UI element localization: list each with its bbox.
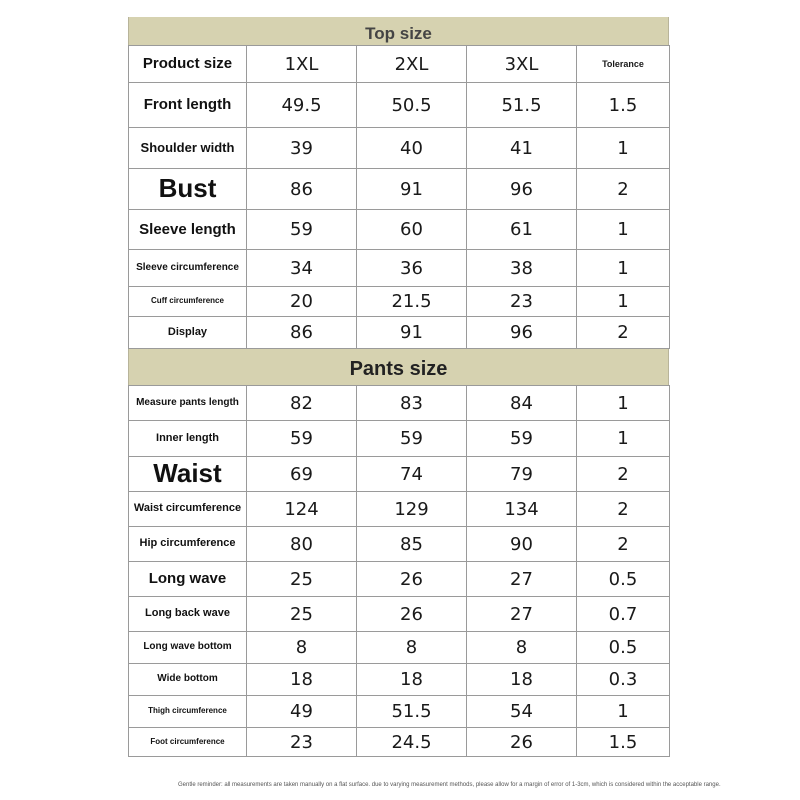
cell-3xl: 8 xyxy=(467,632,577,664)
cell-3xl: 134 xyxy=(467,492,577,527)
cell-1xl: 49 xyxy=(247,696,357,728)
cell-1xl: 25 xyxy=(247,597,357,632)
cell-2xl: 51.5 xyxy=(357,696,467,728)
cell-3xl: 26 xyxy=(467,728,577,757)
cell-tolerance: 1 xyxy=(577,250,670,287)
pants-size-table xyxy=(128,385,670,757)
cell-tolerance: 2 xyxy=(577,457,670,492)
cell-2xl: 74 xyxy=(357,457,467,492)
table-row xyxy=(129,696,670,728)
top-header-row xyxy=(129,46,670,83)
cell-3xl: 23 xyxy=(467,287,577,317)
cell-tolerance: 2 xyxy=(577,492,670,527)
table-row xyxy=(129,421,670,457)
table-row xyxy=(129,317,670,349)
cell-2xl: 40 xyxy=(357,128,467,169)
cell-tolerance: 1.5 xyxy=(577,83,670,128)
cell-2xl: 85 xyxy=(357,527,467,562)
size-3xl-header: 3XL xyxy=(467,46,577,83)
cell-3xl: 79 xyxy=(467,457,577,492)
cell-1xl: 39 xyxy=(247,128,357,169)
cell-1xl: 86 xyxy=(247,169,357,210)
size-2xl-header: 2XL xyxy=(357,46,467,83)
table-row xyxy=(129,457,670,492)
cell-tolerance: 2 xyxy=(577,527,670,562)
cell-3xl: 27 xyxy=(467,597,577,632)
cell-3xl: 61 xyxy=(467,210,577,250)
cell-tolerance: 1 xyxy=(577,210,670,250)
table-row xyxy=(129,386,670,421)
cell-1xl: 49.5 xyxy=(247,83,357,128)
cell-1xl: 34 xyxy=(247,250,357,287)
table-row xyxy=(129,562,670,597)
top-size-table xyxy=(128,45,670,349)
cell-tolerance: 1 xyxy=(577,696,670,728)
cell-tolerance: 0.5 xyxy=(577,562,670,597)
cell-1xl: 59 xyxy=(247,210,357,250)
gentle-reminder-footnote: Gentle reminder: all measurements are taken manually on a flat surface. due to varying measurement methods, please allow for a margin of error of 1-3cm, which is considered within the acceptable range. xyxy=(178,782,721,788)
pants-size-title: Pants size xyxy=(128,349,669,385)
cell-2xl: 21.5 xyxy=(357,287,467,317)
cell-3xl: 96 xyxy=(467,169,577,210)
product-size-label: Product size xyxy=(129,46,247,83)
row-label: Sleeve circumference xyxy=(129,250,247,287)
table-row xyxy=(129,210,670,250)
row-label: Hip circumference xyxy=(129,527,247,562)
row-label: Measure pants length xyxy=(129,386,247,421)
cell-2xl: 50.5 xyxy=(357,83,467,128)
cell-1xl: 18 xyxy=(247,664,357,696)
cell-2xl: 26 xyxy=(357,562,467,597)
cell-2xl: 91 xyxy=(357,317,467,349)
cell-2xl: 18 xyxy=(357,664,467,696)
row-label: Waist xyxy=(129,457,247,492)
cell-1xl: 8 xyxy=(247,632,357,664)
row-label: Bust xyxy=(129,169,247,210)
cell-3xl: 18 xyxy=(467,664,577,696)
row-label: Cuff circumference xyxy=(129,287,247,317)
table-row xyxy=(129,664,670,696)
cell-tolerance: 1 xyxy=(577,128,670,169)
cell-3xl: 41 xyxy=(467,128,577,169)
cell-3xl: 84 xyxy=(467,386,577,421)
size-chart xyxy=(128,17,669,757)
table-row xyxy=(129,128,670,169)
top-size-title: Top size xyxy=(128,17,669,45)
cell-tolerance: 1 xyxy=(577,386,670,421)
cell-1xl: 80 xyxy=(247,527,357,562)
table-row xyxy=(129,527,670,562)
row-label: Long back wave xyxy=(129,597,247,632)
table-row xyxy=(129,728,670,757)
cell-2xl: 36 xyxy=(357,250,467,287)
cell-1xl: 124 xyxy=(247,492,357,527)
row-label: Shoulder width xyxy=(129,128,247,169)
cell-tolerance: 1 xyxy=(577,287,670,317)
cell-1xl: 20 xyxy=(247,287,357,317)
cell-2xl: 129 xyxy=(357,492,467,527)
cell-3xl: 27 xyxy=(467,562,577,597)
table-row xyxy=(129,250,670,287)
row-label: Inner length xyxy=(129,421,247,457)
cell-2xl: 26 xyxy=(357,597,467,632)
table-row xyxy=(129,287,670,317)
cell-2xl: 24.5 xyxy=(357,728,467,757)
cell-1xl: 82 xyxy=(247,386,357,421)
table-row xyxy=(129,597,670,632)
table-row xyxy=(129,83,670,128)
row-label: Long wave xyxy=(129,562,247,597)
row-label: Wide bottom xyxy=(129,664,247,696)
cell-3xl: 51.5 xyxy=(467,83,577,128)
cell-2xl: 8 xyxy=(357,632,467,664)
cell-1xl: 25 xyxy=(247,562,357,597)
cell-3xl: 96 xyxy=(467,317,577,349)
cell-2xl: 60 xyxy=(357,210,467,250)
row-label: Foot circumference xyxy=(129,728,247,757)
row-label: Sleeve length xyxy=(129,210,247,250)
cell-1xl: 86 xyxy=(247,317,357,349)
table-row xyxy=(129,169,670,210)
cell-1xl: 59 xyxy=(247,421,357,457)
cell-3xl: 38 xyxy=(467,250,577,287)
cell-3xl: 59 xyxy=(467,421,577,457)
row-label: Thigh circumference xyxy=(129,696,247,728)
cell-3xl: 90 xyxy=(467,527,577,562)
cell-1xl: 23 xyxy=(247,728,357,757)
cell-tolerance: 0.5 xyxy=(577,632,670,664)
cell-1xl: 69 xyxy=(247,457,357,492)
size-1xl-header: 1XL xyxy=(247,46,357,83)
row-label: Waist circumference xyxy=(129,492,247,527)
row-label: Long wave bottom xyxy=(129,632,247,664)
cell-2xl: 59 xyxy=(357,421,467,457)
cell-2xl: 91 xyxy=(357,169,467,210)
row-label: Front length xyxy=(129,83,247,128)
table-row xyxy=(129,492,670,527)
cell-tolerance: 2 xyxy=(577,317,670,349)
row-label: Display xyxy=(129,317,247,349)
cell-tolerance: 2 xyxy=(577,169,670,210)
cell-tolerance: 1 xyxy=(577,421,670,457)
tolerance-header: Tolerance xyxy=(577,46,670,83)
cell-tolerance: 0.3 xyxy=(577,664,670,696)
table-row xyxy=(129,632,670,664)
cell-tolerance: 0.7 xyxy=(577,597,670,632)
cell-2xl: 83 xyxy=(357,386,467,421)
cell-tolerance: 1.5 xyxy=(577,728,670,757)
cell-3xl: 54 xyxy=(467,696,577,728)
